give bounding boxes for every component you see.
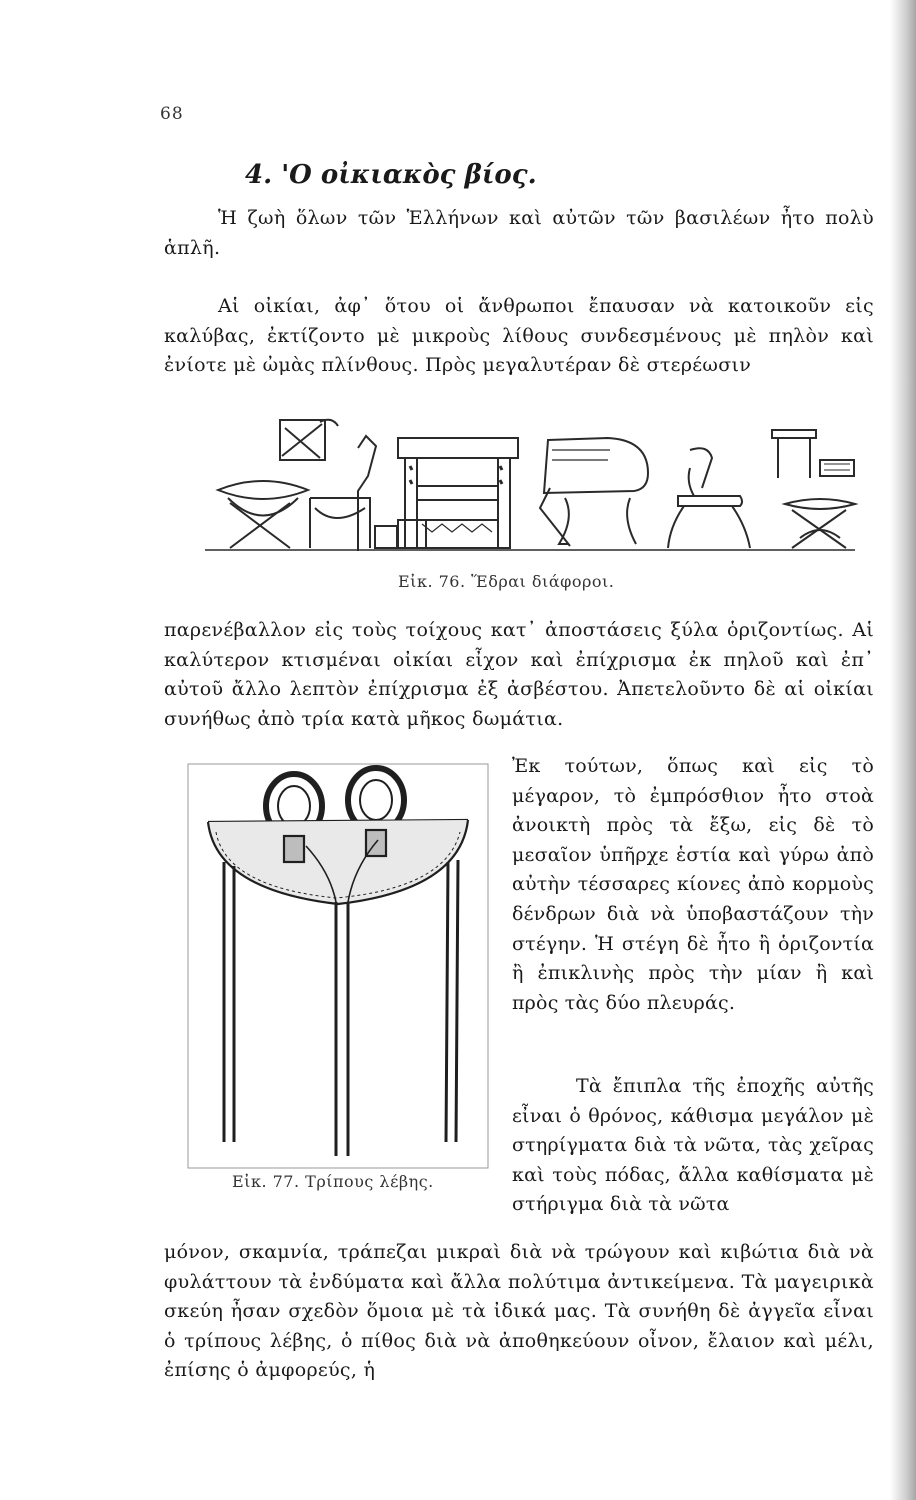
column-text-2: Τὰ ἔπιπλα τῆς ἐποχῆς αὐτῆς εἶναι ὁ θρόνος, κάθισμα μεγάλον μὲ στηρίγματα διὰ τὰ νῶτα, τὰς χεῖρας καὶ τοὺς πόδας, ἄλλα καθίσματα μὲ στήριγμα διὰ τὰ νῶτα (512, 1075, 874, 1216)
paragraph-4: μόνον, σκαμνία, τράπεζαι μικραὶ διὰ νὰ τρώγουν καὶ κιβώτια διὰ νὰ φυλάττουν τὰ ἐνδύματα καὶ ἄλλα πολύτιμα ἀντικείμενα. Τὰ μαγειρικὰ σκεύη ἦσαν σχεδὸν ὅμοια μὲ τὰ ἰδικά μας. Τὰ συνήθη δὲ ἀγγεῖα εἶναι ὁ τρίπους λέβης, ὁ πίθος διὰ νὰ ἀποθηκεύουν οἶνον, ἔλαιον καὶ μέλι, ἐπίσης ὁ ἀμφορεύς, ἡ (164, 1241, 874, 1381)
paragraph-3: παρενέβαλλον εἰς τοὺς τοίχους κατ᾽ ἀποστάσεις ξύλα ὁριζοντίως. Αἱ καλύτερον κτισμέναι οἰκίαι εἶχον καὶ ἐπίχρισμα ἐκ πηλοῦ καὶ ἐπ᾽ αὐτοῦ ἄλλο λεπτὸν ἐπίχρισμα ἐξ ἀσβέστου. Ἀπετελοῦντο δὲ αἱ οἰκίαι συνήθως ἀπὸ τρία κατὰ μῆκος δωμάτια. (164, 619, 874, 730)
paragraph-2: Αἱ οἰκίαι, ἀφ᾽ ὅτου οἱ ἄνθρωποι ἔπαυσαν νὰ κατοικοῦν εἰς καλύβας, ἐκτίζοντο μὲ μικροὺς λίθους συνδεσμένους μὲ πηλὸν καὶ ἐνίοτε μὲ ὠμὰς πλίνθους. Πρὸς μεγαλυτέραν δὲ στερέωσιν (164, 295, 874, 376)
figure-77-caption: Εἰκ. 77. Τρίπους λέβης. (232, 1172, 434, 1191)
page-number: 68 (160, 104, 184, 124)
column-text-1: Ἐκ τούτων, ὅπως καὶ εἰς τὸ μέγαρον, τὸ ἐμπρόσθιον ἦτο στοὰ ἀνοικτὴ πρὸς τὰ ἔξω, εἰς δὲ τὸ μεσαῖον ὑπῆρχε ἑστία καὶ γύρω ἀπὸ αὐτὴν τέσσαρες κίονες ἀπὸ κορμοὺς δένδρων διὰ νὰ ὑποβαστάζουν τὴν στέγην. Ἡ στέγη δὲ ἦτο ἢ ὁριζοντία ἢ ἐπικλινὴς πρὸς τὴν μίαν ἢ καὶ πρὸς τὰς δύο πλευράς. (512, 755, 874, 1014)
stool-seat (218, 481, 308, 499)
figure-76-seats (200, 408, 860, 558)
page-edge-shadow (890, 0, 916, 1500)
figure-76-caption: Εἰκ. 76. Ἕδραι διάφοροι. (398, 572, 615, 591)
paragraph-1: Ἡ ζωὴ ὅλων τῶν Ἑλλήνων καὶ αὐτῶν τῶν βασιλέων ἦτο πολὺ ἁπλῆ. (164, 207, 874, 259)
figure-77-tripod (186, 762, 490, 1172)
seats-illustration (200, 408, 860, 558)
tripod-illustration (186, 762, 490, 1172)
section-heading: 4. 'Ο οἰκιακὸς βίος. (245, 160, 537, 190)
